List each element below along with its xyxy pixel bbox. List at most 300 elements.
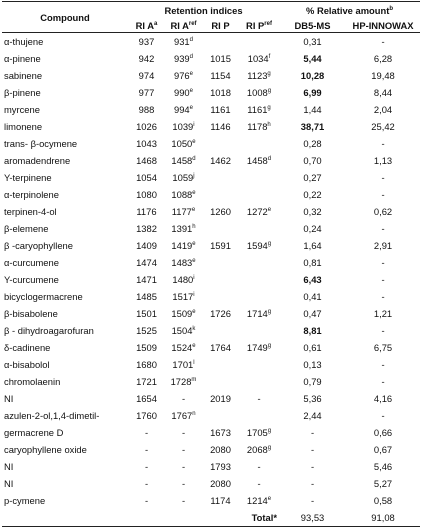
db5-value: [279, 356, 346, 373]
ri-p-value: [202, 305, 239, 322]
db5-value: [279, 254, 346, 271]
ri-p-ref-value: [239, 67, 279, 84]
compound-name: [2, 101, 128, 118]
ri-p-value: [202, 356, 239, 373]
db5-value: [279, 305, 346, 322]
ri-a-value-text: 1525: [136, 325, 157, 336]
ri-a-ref-value: [165, 203, 202, 220]
ri-a-ref-value-text: 1509: [171, 308, 193, 319]
ri-p-value-text: 1764: [210, 342, 231, 353]
ri-a-ref-value-text: 1391: [171, 223, 193, 234]
table-row: [2, 339, 420, 356]
ri-a-ref-value: [165, 373, 202, 390]
ri-p-value-text: 1591: [210, 240, 231, 251]
db5-value: [279, 118, 346, 135]
innowax-value: [346, 203, 420, 220]
ri-a-header: [128, 16, 165, 33]
ri-a-ref-value-footnote: e: [192, 257, 196, 264]
ri-a-value: [128, 475, 165, 492]
total-spacer: [128, 509, 165, 527]
compound-name-text: limonene: [4, 121, 43, 132]
ri-a-value: [128, 424, 165, 441]
db5-value-text: -: [310, 461, 315, 472]
ri-p-value-text: 1793: [210, 461, 231, 472]
compound-name: [2, 339, 128, 356]
ri-a-value-text: 1468: [136, 155, 157, 166]
ri-p-ref-value-text: 1008: [246, 87, 268, 98]
innowax-value-text: -: [381, 410, 385, 421]
ri-a-value: [128, 356, 165, 373]
ri-p-value-text: 1260: [210, 206, 231, 217]
ri-a-ref-value-footnote: l: [193, 359, 195, 366]
compound-name: [2, 424, 128, 441]
ri-p-value: [202, 237, 239, 254]
ri-p-ref-value-text: 1123: [247, 70, 268, 81]
db5-value: [279, 84, 346, 101]
ri-p-value: [202, 288, 239, 305]
innowax-value-text: -: [381, 138, 385, 149]
compound-name-text: Y-terpinene: [4, 172, 52, 183]
ri-a-ref-value: [165, 220, 202, 237]
ri-p-ref-value-footnote: e: [267, 206, 272, 213]
innowax-value: [346, 186, 420, 203]
ri-a-ref-value: [165, 135, 202, 152]
ri-a-ref-value-footnote: i: [193, 291, 195, 298]
table-row: [2, 475, 420, 492]
db5-value-text: 0,47: [303, 308, 322, 319]
ri-p-ref-value-footnote: g: [267, 70, 271, 77]
ri-a-value: [128, 50, 165, 67]
ri-a-value-text: -: [144, 478, 149, 489]
table-row: [2, 50, 420, 67]
ri-p-ref-value: [239, 271, 279, 288]
innowax-value-text: -: [381, 376, 385, 387]
ri-a-ref-value: [165, 339, 202, 356]
ri-p-ref-value-text: 1714: [246, 308, 268, 319]
innowax-value-text: 1,13: [373, 155, 393, 166]
relative-amount-footnote: b: [389, 5, 394, 12]
ri-a-value-text: 988: [138, 104, 155, 115]
ri-a-ref-value-text: 1088: [171, 189, 193, 200]
db5-value: [279, 492, 346, 509]
ri-p-value: [202, 186, 239, 203]
total-innowax: 91,08: [371, 512, 395, 523]
innowax-value-text: 25,42: [371, 121, 395, 132]
innowax-label: HP-INNOWAX: [352, 20, 414, 31]
compound-name-text: aromadendrene: [4, 155, 71, 166]
ri-a-value: [128, 84, 165, 101]
ri-p-value: [202, 492, 239, 509]
innowax-value: [346, 356, 420, 373]
ri-a-ref-value-text: 990: [174, 87, 190, 98]
essential-oil-composition-table: [2, 1, 420, 527]
ri-p-value: [202, 407, 239, 424]
innowax-value: [346, 152, 420, 169]
db5-value: [279, 424, 346, 441]
ri-p-header: [202, 16, 239, 33]
innowax-value-text: 0,58: [373, 495, 393, 506]
ri-p-ref-value: [239, 254, 279, 271]
ri-a-ref-value: [165, 101, 202, 118]
table-row: [2, 237, 420, 254]
ri-a-ref-value: [165, 390, 202, 407]
ri-p-value: [202, 50, 239, 67]
ri-p-value-text: 2080: [210, 444, 231, 455]
compound-name: [2, 237, 128, 254]
db5-value-text: 0,61: [303, 342, 322, 353]
compound-name: [2, 169, 128, 186]
ri-p-value: [202, 475, 239, 492]
total-db5: 93,53: [300, 512, 325, 523]
ri-a-ref-value-text: 1059: [172, 172, 194, 183]
db5-value-text: 10,28: [300, 70, 325, 81]
ri-a-value-text: 937: [138, 36, 155, 47]
compound-name-text: NI: [4, 478, 14, 489]
total-spacer: [202, 509, 239, 527]
ri-a-value: [128, 118, 165, 135]
ri-a-ref-value: [165, 492, 202, 509]
db5-value-text: 6,43: [303, 274, 322, 285]
ri-a-ref-value: [165, 118, 202, 135]
compound-name: [2, 475, 128, 492]
ri-p-value: [202, 67, 239, 84]
ri-a-ref-value: [165, 458, 202, 475]
ri-a-value: [128, 203, 165, 220]
innowax-value-text: 0,66: [373, 427, 393, 438]
db5-value-text: 1,44: [303, 104, 322, 115]
ri-a-ref-value: [165, 67, 202, 84]
table-row: [2, 84, 420, 101]
ri-a-value-text: 1760: [136, 410, 157, 421]
ri-a-ref-value-footnote: e: [189, 87, 193, 94]
ri-p-value: [202, 254, 239, 271]
ri-a-ref-value-footnote: d: [192, 155, 196, 162]
table-row: [2, 305, 420, 322]
ri-p-ref-value: [239, 492, 279, 509]
ri-p-value: [202, 84, 239, 101]
innowax-value-text: 0,62: [373, 206, 393, 217]
total-row: [2, 509, 420, 527]
compound-name: [2, 203, 128, 220]
db5-value-text: 5,44: [303, 53, 322, 64]
ri-p-ref-value: [239, 458, 279, 475]
ri-a-ref-value-footnote: e: [191, 206, 196, 213]
db5-value-text: -: [310, 427, 315, 438]
table-row: [2, 288, 420, 305]
ri-a-ref-value: [165, 441, 202, 458]
innowax-value: [346, 441, 420, 458]
ri-p-ref-value: [239, 339, 279, 356]
compound-name: [2, 33, 128, 51]
ri-p-value-text: 1146: [210, 121, 231, 132]
ri-a-value: [128, 67, 165, 84]
db5-value-text: 1,64: [303, 240, 322, 251]
innowax-value: [346, 254, 420, 271]
ri-a-value-text: 977: [138, 87, 155, 98]
innowax-value: [346, 322, 420, 339]
ri-p-ref-value-text: 1458: [246, 155, 268, 166]
ri-a-value: [128, 441, 165, 458]
ri-a-ref-value: [165, 254, 202, 271]
ri-a-ref-value-footnote: e: [192, 342, 196, 349]
innowax-value: [346, 288, 420, 305]
ri-a-value-text: 1680: [136, 359, 157, 370]
db5-value: [279, 169, 346, 186]
compound-name: [2, 390, 128, 407]
table-body: [2, 33, 420, 510]
ri-p-ref-value-footnote: g: [267, 342, 272, 349]
compound-name: [2, 67, 128, 84]
table-row: [2, 424, 420, 441]
table-row: [2, 67, 420, 84]
compound-name-text: Y-curcumene: [4, 274, 59, 285]
table-row: [2, 169, 420, 186]
ri-a-value: [128, 237, 165, 254]
ri-p-value-text: 1161: [210, 104, 231, 115]
ri-a-ref-value: [165, 152, 202, 169]
ri-a-ref-footnote: ref: [188, 20, 197, 27]
ri-p-ref-value-footnote: g: [267, 444, 272, 451]
ri-p-value-text: 2019: [210, 393, 231, 404]
compound-name-text: azulen-2-ol,1,4-dimetil-: [4, 410, 100, 421]
ri-p-ref-value: [239, 322, 279, 339]
total-label: Total*: [251, 512, 278, 523]
innowax-value-text: -: [381, 291, 385, 302]
ri-a-ref-value-text: 1039: [172, 121, 194, 132]
ri-p-ref-value-text: 1594: [246, 240, 268, 251]
innowax-value-text: 0,67: [373, 444, 393, 455]
table-row: [2, 390, 420, 407]
compound-name-text: β-pinene: [4, 87, 41, 98]
ri-a-ref-value: [165, 322, 202, 339]
ri-a-value: [128, 322, 165, 339]
ri-a-value-text: -: [144, 444, 149, 455]
db5-value: [279, 322, 346, 339]
innowax-value-text: 4,16: [373, 393, 393, 404]
ri-p-ref-value: [239, 288, 279, 305]
ri-p-value: [202, 373, 239, 390]
ri-a-ref-value-text: -: [181, 495, 186, 506]
ri-a-ref-value-footnote: m: [191, 376, 197, 383]
ri-a-ref-value: [165, 407, 202, 424]
retention-indices-label: Retention indices: [164, 5, 243, 16]
ri-a-value-text: -: [144, 427, 149, 438]
compound-name-text: caryophyllene oxide: [4, 444, 87, 455]
ri-a-value: [128, 288, 165, 305]
ri-a-ref-value-text: 1177: [171, 206, 192, 217]
ri-a-value: [128, 390, 165, 407]
ri-p-ref-value: [239, 407, 279, 424]
db5-value: [279, 339, 346, 356]
innowax-value: [346, 339, 420, 356]
compound-name: [2, 322, 128, 339]
db5-value: [279, 101, 346, 118]
ri-a-ref-value: [165, 288, 202, 305]
db5-value: [279, 271, 346, 288]
ri-a-value-text: -: [144, 495, 149, 506]
total-spacer: [2, 509, 128, 527]
ri-a-value-text: 1509: [136, 342, 157, 353]
innowax-value: [346, 220, 420, 237]
ri-a-ref-value-footnote: e: [192, 240, 196, 247]
ri-p-value: [202, 220, 239, 237]
ri-p-ref-value-text: -: [257, 478, 261, 489]
db5-label: DB5-MS: [294, 20, 331, 31]
ri-a-value: [128, 492, 165, 509]
ri-p-ref-value: [239, 50, 279, 67]
ri-a-ref-value-footnote: d: [189, 36, 193, 43]
ri-p-ref-value: [239, 390, 279, 407]
db5-value-text: 0,28: [303, 138, 322, 149]
table-row: [2, 118, 420, 135]
compound-header-label: Compound: [40, 11, 90, 23]
db5-value-text: 0,22: [303, 189, 322, 200]
table-row: [2, 101, 420, 118]
db5-value: [279, 237, 346, 254]
ri-p-ref-label: RI P: [246, 20, 265, 31]
header-row-group: [2, 2, 420, 17]
ri-a-value-text: 1026: [136, 121, 157, 132]
ri-p-value: [202, 322, 239, 339]
ri-a-ref-value: [165, 33, 202, 51]
ri-p-value: [202, 135, 239, 152]
db5-value-text: 0,31: [303, 36, 322, 47]
db5-value: [279, 390, 346, 407]
ri-a-value: [128, 339, 165, 356]
ri-p-value-text: 1462: [210, 155, 231, 166]
ri-p-value: [202, 441, 239, 458]
ri-p-ref-value: [239, 169, 279, 186]
innowax-value-text: -: [381, 257, 385, 268]
innowax-value: [346, 305, 420, 322]
ri-a-ref-value-footnote: n: [192, 410, 196, 417]
ri-p-ref-value-text: -: [257, 461, 261, 472]
table-row: [2, 373, 420, 390]
ri-p-ref-value-footnote: g: [267, 104, 271, 111]
db5-value: [279, 373, 346, 390]
innowax-value: [346, 390, 420, 407]
ri-p-ref-value-text: -: [257, 393, 261, 404]
ri-p-ref-value: [239, 101, 279, 118]
innowax-value-text: -: [381, 359, 385, 370]
ri-a-ref-value: [165, 271, 202, 288]
ri-a-ref-value-footnote: i: [193, 274, 195, 281]
compound-name-text: bicyclogermacrene: [4, 291, 83, 302]
ri-a-ref-value-text: -: [181, 478, 186, 489]
compound-name: [2, 492, 128, 509]
ri-a-value-text: 1176: [136, 206, 157, 217]
ri-a-ref-value-text: -: [181, 393, 186, 404]
ri-p-value-text: 1015: [210, 53, 231, 64]
compound-name-text: NI: [4, 393, 14, 404]
ri-a-ref-value-footnote: d: [189, 53, 193, 60]
compound-name: [2, 50, 128, 67]
ri-p-label: RI P: [211, 20, 230, 31]
db5-value: [279, 458, 346, 475]
ri-p-ref-value-text: 1214: [246, 495, 268, 506]
ri-a-ref-value: [165, 356, 202, 373]
ri-a-ref-value-text: 976: [174, 70, 190, 81]
table-row: [2, 492, 420, 509]
ri-p-ref-value: [239, 237, 279, 254]
ri-p-ref-value-footnote: d: [267, 155, 272, 162]
relative-amount-label: % Relative amount: [306, 5, 390, 16]
ri-p-value: [202, 169, 239, 186]
compound-name-text: β-elemene: [4, 223, 49, 234]
innowax-value-text: 8,44: [373, 87, 393, 98]
ri-p-value: [202, 271, 239, 288]
ri-a-value-text: 1382: [136, 223, 157, 234]
ri-p-ref-value: [239, 152, 279, 169]
ri-a-value: [128, 254, 165, 271]
db5-value-text: 38,71: [300, 121, 325, 132]
compound-name: [2, 407, 128, 424]
ri-a-value-text: 1409: [136, 240, 157, 251]
ri-a-ref-value-text: 1458: [171, 155, 193, 166]
ri-a-ref-value: [165, 84, 202, 101]
innowax-header: [346, 16, 420, 33]
ri-a-ref-value: [165, 424, 202, 441]
db5-value: [279, 203, 346, 220]
ri-p-ref-value-text: 1161: [247, 104, 268, 115]
compound-name-text: chromolaenin: [4, 376, 61, 387]
ri-p-ref-header: [239, 16, 279, 33]
innowax-value: [346, 67, 420, 84]
innowax-value-text: -: [381, 172, 385, 183]
compound-name-text: α-bisabolol: [4, 359, 50, 370]
innowax-value: [346, 135, 420, 152]
innowax-value-text: -: [381, 36, 385, 47]
db5-value: [279, 152, 346, 169]
ri-a-value: [128, 373, 165, 390]
compound-name: [2, 186, 128, 203]
innowax-value-text: 2,04: [373, 104, 393, 115]
ri-p-ref-value-footnote: g: [267, 87, 272, 94]
compound-name: [2, 135, 128, 152]
compound-name: [2, 152, 128, 169]
innowax-value: [346, 458, 420, 475]
ri-p-value: [202, 203, 239, 220]
ri-a-value: [128, 101, 165, 118]
ri-a-value: [128, 135, 165, 152]
innowax-value-text: -: [381, 274, 385, 285]
compound-name-text: terpinen-4-ol: [4, 206, 57, 217]
innowax-value: [346, 373, 420, 390]
ri-a-ref-value-text: 1483: [171, 257, 193, 268]
ri-p-ref-value: [239, 373, 279, 390]
innowax-value: [346, 492, 420, 509]
compound-name-text: α-pinene: [4, 53, 41, 64]
ri-p-ref-value-footnote: g: [267, 308, 272, 315]
compound-name-text: α-curcumene: [4, 257, 59, 268]
ri-a-ref-value: [165, 50, 202, 67]
ri-p-value-text: 2080: [210, 478, 231, 489]
table-row: [2, 322, 420, 339]
ri-a-ref-value-footnote: e: [189, 104, 193, 111]
table-row: [2, 220, 420, 237]
ri-p-ref-value: [239, 305, 279, 322]
ri-a-value: [128, 220, 165, 237]
innowax-value: [346, 84, 420, 101]
ri-a-label: RI A: [135, 20, 155, 31]
ri-a-value-text: 1721: [136, 376, 157, 387]
db5-value-text: 0,81: [303, 257, 322, 268]
compound-name: [2, 356, 128, 373]
ri-a-ref-value-text: -: [181, 461, 186, 472]
compound-name: [2, 220, 128, 237]
innowax-value-text: -: [381, 189, 385, 200]
db5-value-text: 0,70: [303, 155, 322, 166]
